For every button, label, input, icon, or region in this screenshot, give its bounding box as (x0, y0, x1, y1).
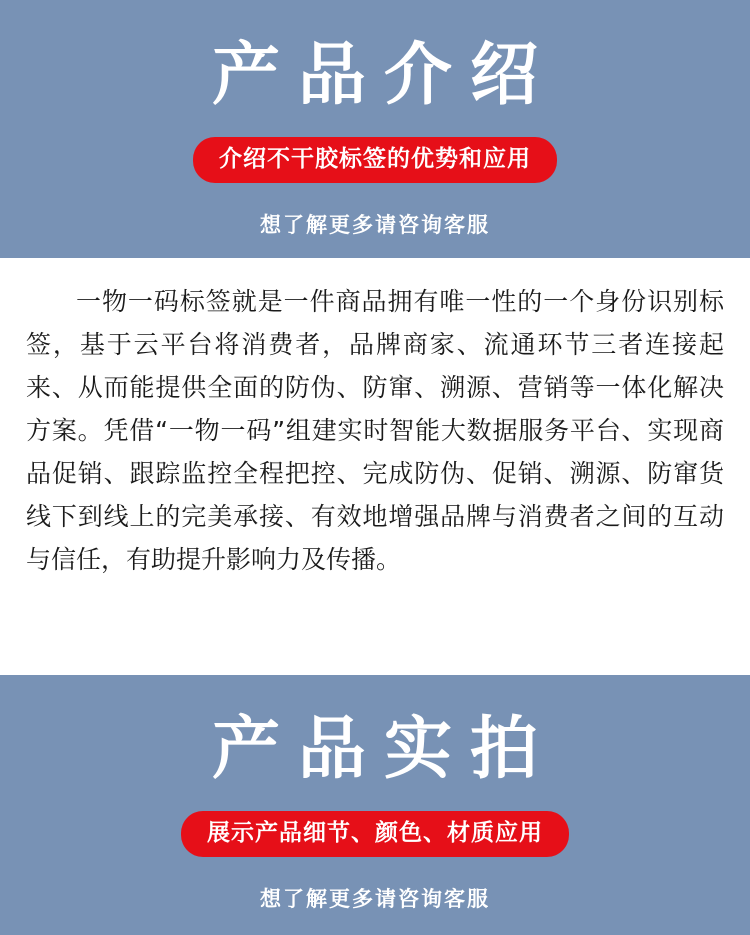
banner-subtitle-product-intro: 想了解更多请咨询客服 (260, 213, 490, 237)
banner-subtitle-product-photos: 想了解更多请咨询客服 (260, 887, 490, 911)
banner-pill-product-photos: 展示产品细节、颜色、材质应用 (181, 811, 569, 856)
banner-pill-product-intro: 介绍不干胶标签的优势和应用 (193, 137, 557, 182)
product-photos-banner (0, 675, 750, 935)
product-intro-banner (0, 0, 750, 258)
banner-title-product-intro: 产品介绍 (211, 36, 556, 116)
product-description-paragraph: 一物一码标签就是一件商品拥有唯一性的一个身份识别标签，基于云平台将消费者，品牌商家、流通环节三者连接起来、从而能提供全面的防伪、防窜、溯源、营销等一体化解决方案。凭借“一物一码”组建实时智能大数据服务平台、实现商品促销、跟踪监控全程把控、完成防伪、促销、溯源、防窜货线下到线上的完美承接、有效地增强品牌与消费者之间的互动与信任，有助提升影响力及传播。 (26, 287, 724, 574)
banner-title-product-photos: 产品实拍 (211, 710, 556, 790)
product-description-section (0, 258, 750, 675)
